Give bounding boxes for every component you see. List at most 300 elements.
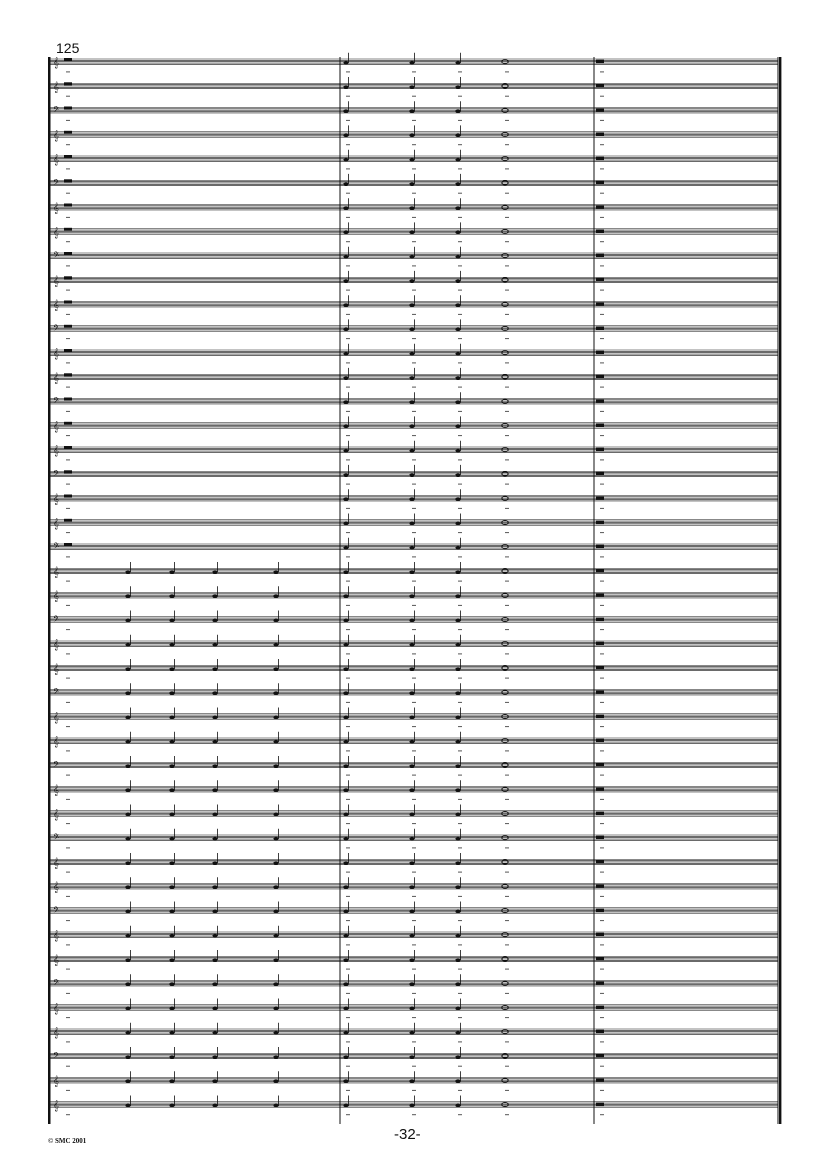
dynamic-mark xyxy=(66,993,70,994)
note-head xyxy=(273,910,278,914)
dynamic-mark xyxy=(66,556,70,557)
dynamic-mark xyxy=(600,532,604,533)
chord-cluster xyxy=(596,884,604,888)
note-head xyxy=(125,716,130,720)
dynamic-mark xyxy=(66,144,70,145)
chord-cluster xyxy=(596,229,604,233)
note-head xyxy=(273,861,278,865)
note-head xyxy=(169,594,174,598)
chord-cluster xyxy=(596,860,604,864)
note-head xyxy=(409,449,414,453)
dynamic-mark xyxy=(346,775,350,776)
note-head xyxy=(343,61,348,65)
chord-cluster xyxy=(596,496,604,500)
dynamic-mark xyxy=(412,1041,416,1042)
chord-cluster xyxy=(596,472,604,476)
final-barline xyxy=(779,57,781,1124)
dynamic-mark xyxy=(505,144,509,145)
dynamic-mark xyxy=(346,241,350,242)
measure-number: 125 xyxy=(56,40,80,56)
clef: 𝄞 xyxy=(53,57,59,69)
measure-rest xyxy=(64,543,72,546)
dynamic-mark xyxy=(458,702,462,703)
dynamic-mark xyxy=(346,678,350,679)
note-head xyxy=(273,837,278,841)
dynamic-mark xyxy=(346,629,350,630)
note-head xyxy=(169,958,174,962)
note-head xyxy=(273,740,278,744)
dynamic-mark xyxy=(458,799,462,800)
dynamic-mark xyxy=(600,556,604,557)
dynamic-mark xyxy=(346,120,350,121)
note-head xyxy=(409,400,414,404)
measure-rest xyxy=(64,446,72,449)
dynamic-mark xyxy=(600,96,604,97)
clef: 𝄞 xyxy=(53,130,59,142)
dynamic-mark xyxy=(600,872,604,873)
clef: 𝄞 xyxy=(53,1076,59,1088)
note-head xyxy=(455,643,460,647)
dynamic-mark xyxy=(600,1041,604,1042)
dynamic-mark xyxy=(66,702,70,703)
note-head xyxy=(455,934,460,938)
chord-cluster xyxy=(596,909,604,913)
dynamic-mark xyxy=(600,362,604,363)
dynamic-mark xyxy=(458,1041,462,1042)
dynamic-mark xyxy=(66,605,70,606)
dynamic-mark xyxy=(346,750,350,751)
note-head xyxy=(125,691,130,695)
dynamic-mark xyxy=(412,120,416,121)
dynamic-mark xyxy=(412,532,416,533)
dynamic-mark xyxy=(458,920,462,921)
note-head xyxy=(409,255,414,259)
dynamic-mark xyxy=(66,1066,70,1067)
clef: 𝄞 xyxy=(53,1100,59,1112)
dynamic-mark xyxy=(458,71,462,72)
chord-cluster xyxy=(596,1054,604,1058)
note-head xyxy=(125,934,130,938)
note-head xyxy=(455,594,460,598)
note-head xyxy=(343,522,348,526)
dynamic-mark xyxy=(66,872,70,873)
note-head xyxy=(409,910,414,914)
clef: 𝄞 xyxy=(53,227,59,239)
note-head xyxy=(273,1055,278,1059)
note-head xyxy=(409,667,414,671)
dynamic-mark xyxy=(66,362,70,363)
note-head xyxy=(169,1007,174,1011)
note-head xyxy=(169,813,174,817)
dynamic-mark xyxy=(600,144,604,145)
note-head xyxy=(125,837,130,841)
note-head xyxy=(409,813,414,817)
note-head xyxy=(212,740,217,744)
clef: 𝄢 xyxy=(53,906,60,918)
dynamic-mark xyxy=(600,217,604,218)
dynamic-mark xyxy=(66,96,70,97)
clef: 𝄞 xyxy=(53,445,59,457)
dynamic-mark xyxy=(346,605,350,606)
dynamic-mark xyxy=(66,581,70,582)
note-head xyxy=(455,1104,460,1108)
note-head xyxy=(409,619,414,623)
dynamic-mark xyxy=(412,193,416,194)
dynamic-mark xyxy=(600,435,604,436)
dynamic-mark xyxy=(346,920,350,921)
note-head xyxy=(409,1055,414,1059)
note-head xyxy=(409,1104,414,1108)
dynamic-mark xyxy=(66,1017,70,1018)
dynamic-mark xyxy=(458,993,462,994)
dynamic-mark xyxy=(346,581,350,582)
note-head xyxy=(409,206,414,210)
note-head xyxy=(273,934,278,938)
note-head xyxy=(273,813,278,817)
dynamic-mark xyxy=(66,168,70,169)
dynamic-mark xyxy=(66,920,70,921)
clef: 𝄞 xyxy=(53,275,59,287)
chord-cluster xyxy=(596,933,604,937)
note-head xyxy=(343,109,348,113)
note-head xyxy=(343,303,348,307)
dynamic-mark xyxy=(458,726,462,727)
dynamic-mark xyxy=(600,120,604,121)
clef: 𝄞 xyxy=(53,372,59,384)
note-head xyxy=(343,352,348,356)
note-head xyxy=(212,1007,217,1011)
note-head xyxy=(409,764,414,768)
chord-cluster xyxy=(596,690,604,694)
dynamic-mark xyxy=(412,944,416,945)
note-head xyxy=(273,691,278,695)
measure-rest xyxy=(64,495,72,498)
note-head xyxy=(455,764,460,768)
note-head xyxy=(409,643,414,647)
chord-cluster xyxy=(596,569,604,573)
note-head xyxy=(409,328,414,332)
note-head xyxy=(169,1079,174,1083)
dynamic-mark xyxy=(412,726,416,727)
dynamic-mark xyxy=(505,362,509,363)
dynamic-mark xyxy=(346,168,350,169)
dynamic-mark xyxy=(458,605,462,606)
note-head xyxy=(343,910,348,914)
clef: 𝄢 xyxy=(53,833,60,845)
chord-cluster xyxy=(596,399,604,403)
note-head xyxy=(212,813,217,817)
clef: 𝄞 xyxy=(53,348,59,360)
dynamic-mark xyxy=(412,678,416,679)
dynamic-mark xyxy=(412,338,416,339)
chord-cluster xyxy=(596,278,604,282)
note-head xyxy=(409,1079,414,1083)
note-head xyxy=(343,206,348,210)
dynamic-mark xyxy=(346,314,350,315)
chord-cluster xyxy=(596,812,604,816)
note-head xyxy=(169,885,174,889)
note-head xyxy=(169,643,174,647)
note-head xyxy=(125,1031,130,1035)
note-head xyxy=(343,328,348,332)
dynamic-mark xyxy=(66,71,70,72)
dynamic-mark xyxy=(458,362,462,363)
note-head xyxy=(343,376,348,380)
note-head xyxy=(343,134,348,138)
clef: 𝄢 xyxy=(53,542,60,554)
measure-rest xyxy=(64,252,72,255)
dynamic-mark xyxy=(458,387,462,388)
dynamic-mark xyxy=(412,653,416,654)
dynamic-mark xyxy=(505,508,509,509)
dynamic-mark xyxy=(458,435,462,436)
dynamic-mark xyxy=(346,411,350,412)
dynamic-mark xyxy=(346,726,350,727)
dynamic-mark xyxy=(346,847,350,848)
dynamic-mark xyxy=(458,168,462,169)
note-head xyxy=(125,885,130,889)
dynamic-mark xyxy=(66,217,70,218)
note-head xyxy=(343,1031,348,1035)
note-head xyxy=(169,910,174,914)
measure-rest xyxy=(64,107,72,110)
dynamic-mark xyxy=(458,120,462,121)
note-head xyxy=(212,570,217,574)
note-head xyxy=(343,85,348,89)
note-head xyxy=(455,449,460,453)
dynamic-mark xyxy=(412,1114,416,1115)
dynamic-mark xyxy=(600,993,604,994)
dynamic-mark xyxy=(66,653,70,654)
dynamic-mark xyxy=(346,435,350,436)
note-head xyxy=(212,958,217,962)
note-head xyxy=(343,231,348,235)
dynamic-mark xyxy=(458,823,462,824)
dynamic-mark xyxy=(505,872,509,873)
dynamic-mark xyxy=(66,290,70,291)
note-head xyxy=(169,691,174,695)
note-head xyxy=(409,425,414,429)
note-head xyxy=(343,958,348,962)
clef: 𝄞 xyxy=(53,421,59,433)
note-head xyxy=(212,861,217,865)
clef: 𝄞 xyxy=(53,809,59,821)
note-head xyxy=(273,619,278,623)
dynamic-mark xyxy=(600,1066,604,1067)
dynamic-mark xyxy=(505,605,509,606)
note-head xyxy=(343,182,348,186)
dynamic-mark xyxy=(346,896,350,897)
note-head xyxy=(343,740,348,744)
note-head xyxy=(343,861,348,865)
note-head xyxy=(125,594,130,598)
dynamic-mark xyxy=(458,459,462,460)
measure-rest xyxy=(64,179,72,182)
dynamic-mark xyxy=(458,532,462,533)
chord-cluster xyxy=(596,84,604,88)
note-head xyxy=(343,643,348,647)
note-head xyxy=(455,109,460,113)
dynamic-mark xyxy=(346,338,350,339)
dynamic-mark xyxy=(66,775,70,776)
note-head xyxy=(125,570,130,574)
note-head xyxy=(169,764,174,768)
clef: 𝄞 xyxy=(53,518,59,530)
dynamic-mark xyxy=(600,726,604,727)
clef: 𝄞 xyxy=(53,785,59,797)
note-head xyxy=(455,716,460,720)
dynamic-mark xyxy=(458,96,462,97)
dynamic-mark xyxy=(600,1114,604,1115)
note-head xyxy=(409,231,414,235)
dynamic-mark xyxy=(458,241,462,242)
dynamic-mark xyxy=(412,823,416,824)
dynamic-mark xyxy=(66,1090,70,1091)
clef: 𝄞 xyxy=(53,882,59,894)
chord-cluster xyxy=(596,981,604,985)
note-head xyxy=(455,158,460,162)
dynamic-mark xyxy=(505,314,509,315)
measure-rest xyxy=(64,325,72,328)
dynamic-mark xyxy=(66,338,70,339)
dynamic-mark xyxy=(505,193,509,194)
dynamic-mark xyxy=(505,168,509,169)
dynamic-mark xyxy=(346,969,350,970)
clef: 𝄞 xyxy=(53,664,59,675)
dynamic-mark xyxy=(600,241,604,242)
clef: 𝄞 xyxy=(53,1003,59,1015)
note-head xyxy=(343,425,348,429)
note-head xyxy=(125,667,130,671)
chord-cluster xyxy=(596,739,604,743)
note-head xyxy=(455,837,460,841)
dynamic-mark xyxy=(505,96,509,97)
note-head xyxy=(409,279,414,283)
chord-cluster xyxy=(596,593,604,597)
note-head xyxy=(169,570,174,574)
note-head xyxy=(212,594,217,598)
clef: 𝄞 xyxy=(53,1027,59,1039)
note-head xyxy=(455,134,460,138)
dynamic-mark xyxy=(66,969,70,970)
note-head xyxy=(409,303,414,307)
note-head xyxy=(125,958,130,962)
measure-rest xyxy=(64,470,72,473)
note-head xyxy=(343,255,348,259)
note-head xyxy=(409,158,414,162)
clef: 𝄞 xyxy=(53,736,59,748)
dynamic-mark xyxy=(458,411,462,412)
dynamic-mark xyxy=(346,217,350,218)
dynamic-mark xyxy=(458,653,462,654)
dynamic-mark xyxy=(346,532,350,533)
dynamic-mark xyxy=(505,799,509,800)
dynamic-mark xyxy=(505,484,509,485)
note-head xyxy=(343,449,348,453)
note-head xyxy=(125,982,130,986)
dynamic-mark xyxy=(505,920,509,921)
chord-cluster xyxy=(596,763,604,767)
dynamic-mark xyxy=(412,1017,416,1018)
note-head xyxy=(455,255,460,259)
dynamic-mark xyxy=(600,653,604,654)
dynamic-mark xyxy=(412,920,416,921)
chord-cluster xyxy=(596,205,604,209)
dynamic-mark xyxy=(505,411,509,412)
dynamic-mark xyxy=(600,799,604,800)
note-head xyxy=(169,716,174,720)
dynamic-mark xyxy=(346,1066,350,1067)
note-head xyxy=(409,182,414,186)
dynamic-mark xyxy=(346,823,350,824)
dynamic-mark xyxy=(346,362,350,363)
note-head xyxy=(409,376,414,380)
note-head xyxy=(409,134,414,138)
dynamic-mark xyxy=(412,629,416,630)
dynamic-mark xyxy=(600,193,604,194)
note-head xyxy=(455,982,460,986)
note-head xyxy=(409,61,414,65)
dynamic-mark xyxy=(505,750,509,751)
note-head xyxy=(409,982,414,986)
measure-rest xyxy=(64,373,72,376)
note-head xyxy=(212,788,217,792)
clef: 𝄞 xyxy=(53,154,59,166)
note-head xyxy=(409,1007,414,1011)
dynamic-mark xyxy=(66,193,70,194)
note-head xyxy=(212,667,217,671)
dynamic-mark xyxy=(66,678,70,679)
note-head xyxy=(455,206,460,210)
dynamic-mark xyxy=(600,265,604,266)
measure-rest xyxy=(64,58,72,61)
dynamic-mark xyxy=(505,896,509,897)
note-head xyxy=(273,885,278,889)
dynamic-mark xyxy=(600,459,604,460)
dynamic-mark xyxy=(346,944,350,945)
note-head xyxy=(455,788,460,792)
dynamic-mark xyxy=(505,678,509,679)
dynamic-mark xyxy=(66,484,70,485)
dynamic-mark xyxy=(600,168,604,169)
dynamic-mark xyxy=(458,872,462,873)
chord-cluster xyxy=(596,448,604,452)
dynamic-mark xyxy=(346,193,350,194)
dynamic-mark xyxy=(346,799,350,800)
note-head xyxy=(455,473,460,477)
note-head xyxy=(455,861,460,865)
dynamic-mark xyxy=(458,629,462,630)
dynamic-mark xyxy=(412,799,416,800)
note-head xyxy=(409,473,414,477)
dynamic-mark xyxy=(600,629,604,630)
dynamic-mark xyxy=(600,387,604,388)
note-head xyxy=(125,910,130,914)
dynamic-mark xyxy=(458,1017,462,1018)
note-head xyxy=(343,1007,348,1011)
dynamic-mark xyxy=(505,217,509,218)
chord-cluster xyxy=(596,1030,604,1034)
dynamic-mark xyxy=(458,847,462,848)
measure-rest xyxy=(64,422,72,425)
dynamic-mark xyxy=(505,387,509,388)
dynamic-mark xyxy=(505,459,509,460)
dynamic-mark xyxy=(600,969,604,970)
dynamic-mark xyxy=(346,653,350,654)
dynamic-mark xyxy=(458,678,462,679)
note-head xyxy=(125,740,130,744)
dynamic-mark xyxy=(412,241,416,242)
